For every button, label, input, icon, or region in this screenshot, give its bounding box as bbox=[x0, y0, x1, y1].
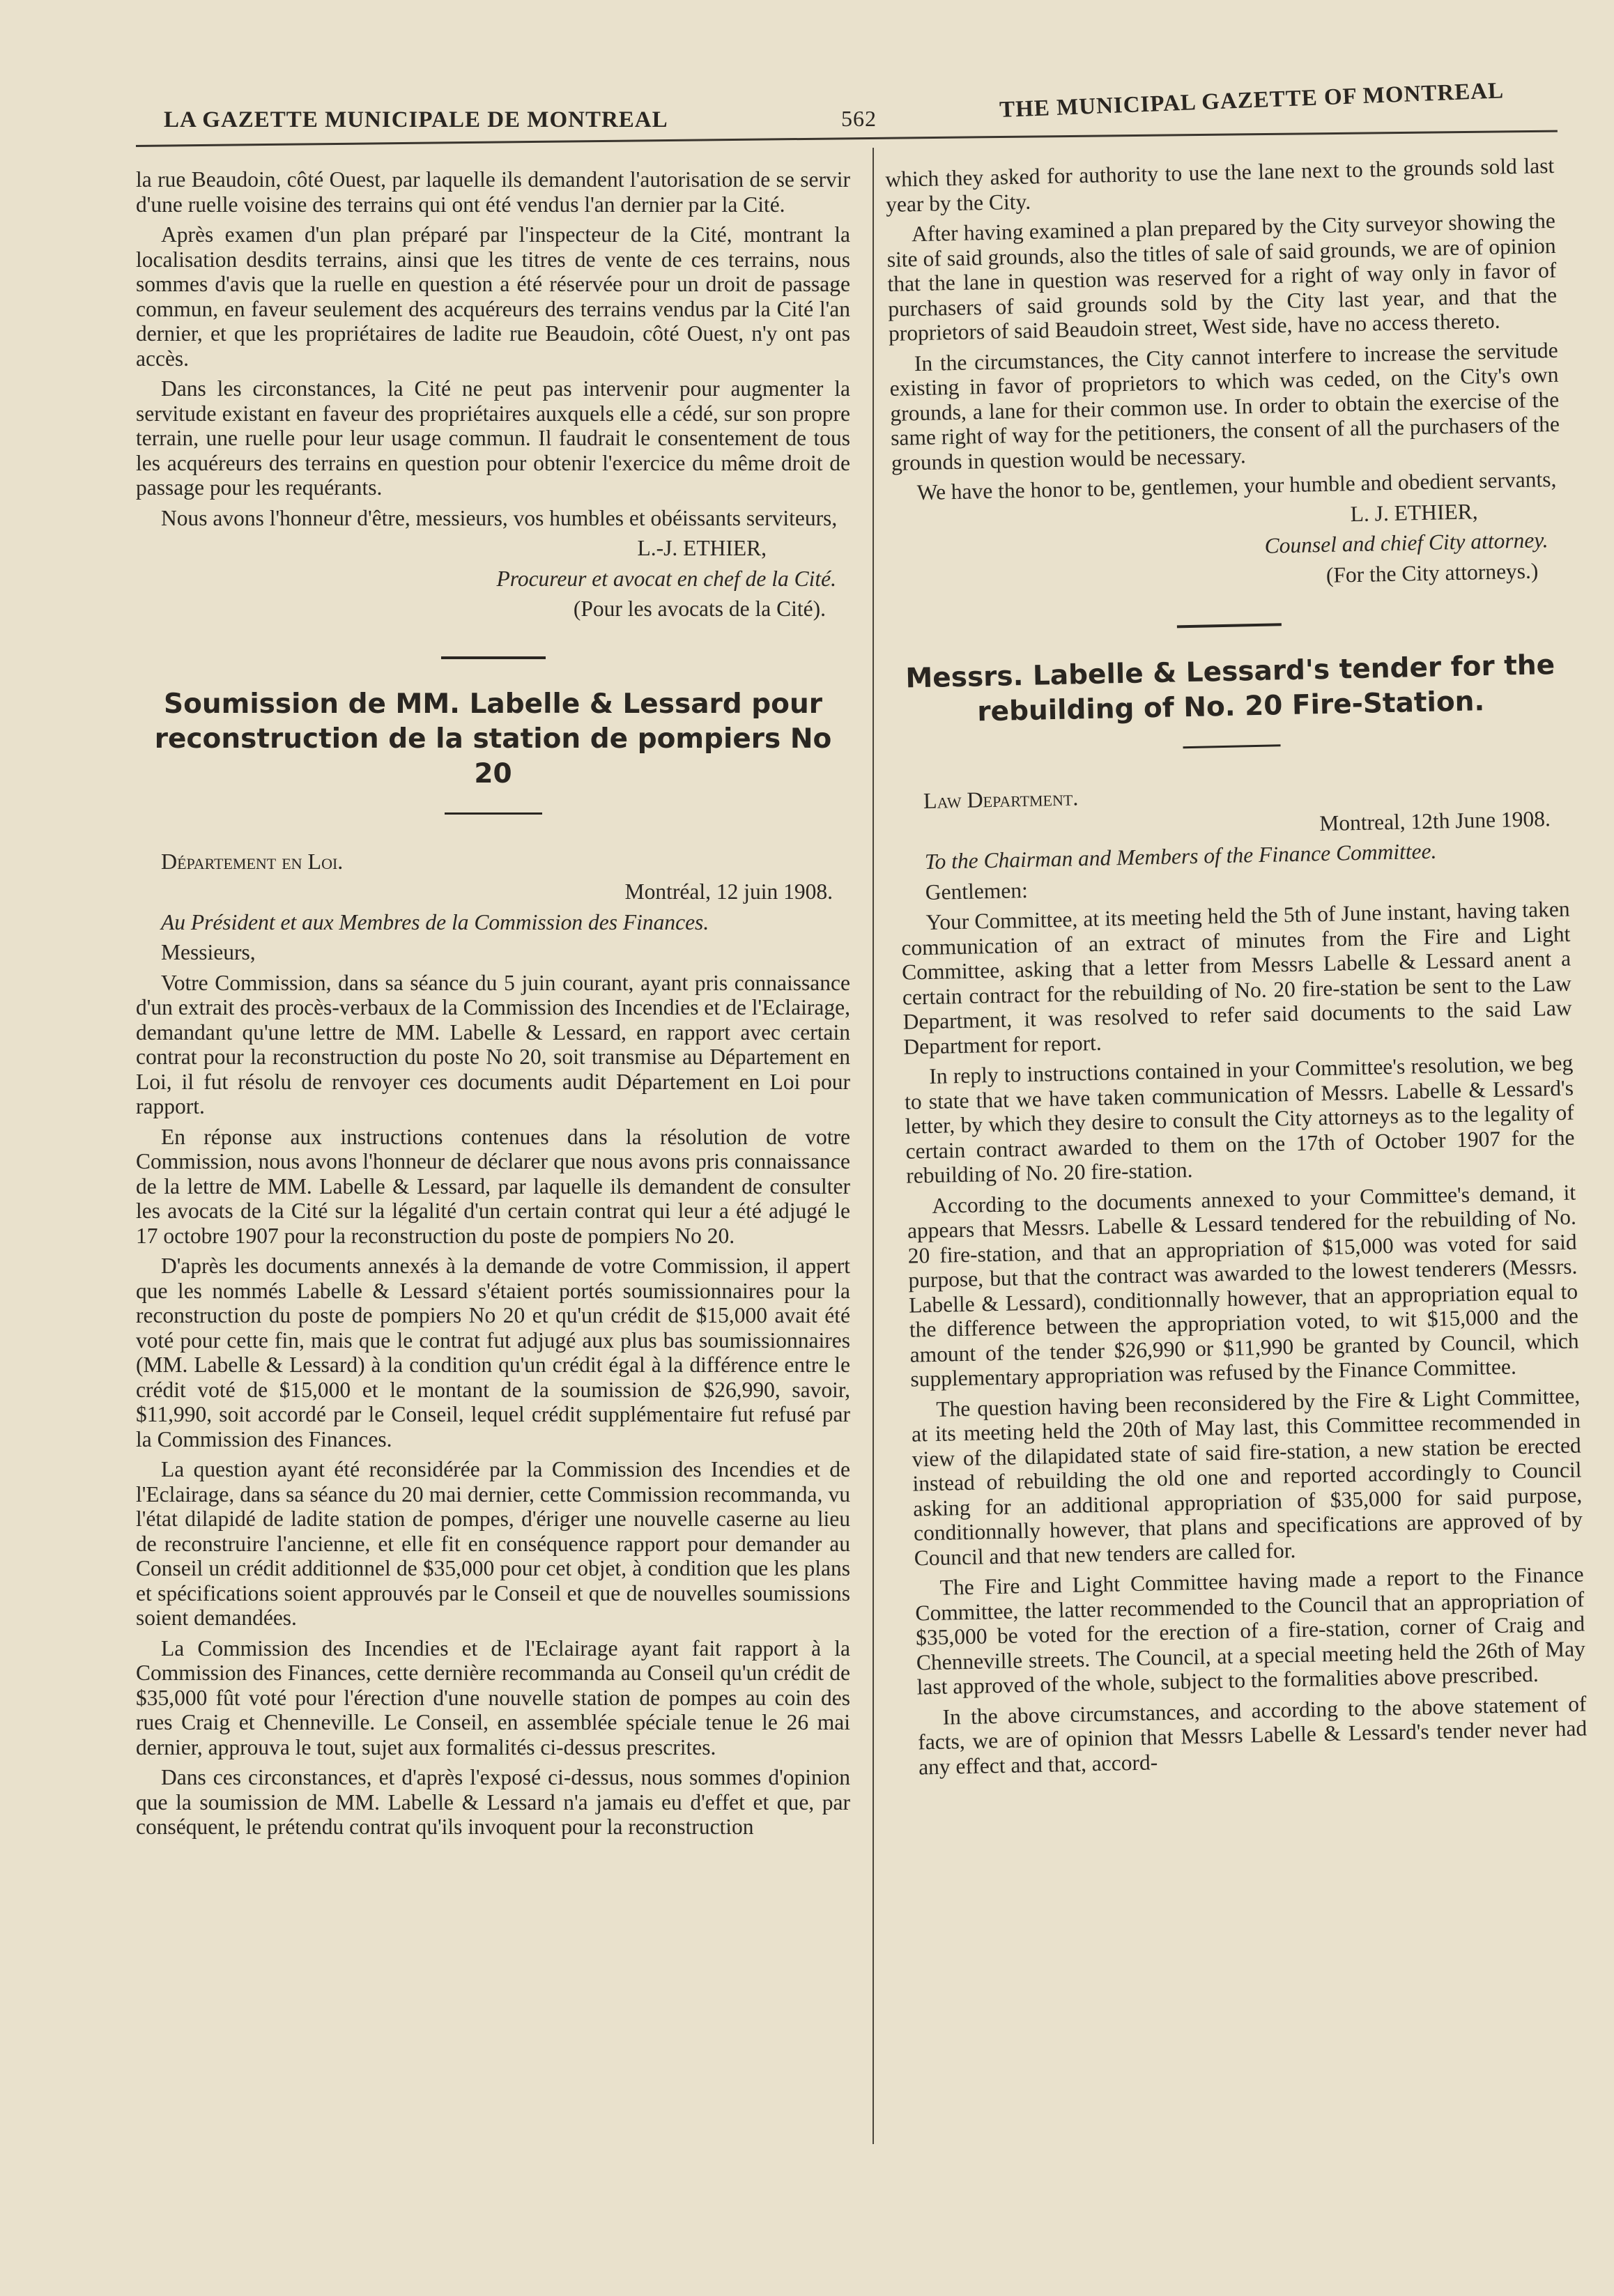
paragraph: Votre Commission, dans sa séance du 5 juin courant, ayant pris connaissance d'un extrait des procès-verbaux de la Commission des Incendies et de l'Eclairage, demandant qu'une lettre de MM. Labelle & Lessard, en rapport avec certain contrat pour la reconstruction du poste No 20, soit transmise au Département en Loi, il fut résolu de renvoyer ces documents audit Département en Loi pour rapport. bbox=[136, 970, 850, 1118]
section-heading: Messrs. Labelle & Lessard's tender for the rebuilding of No. 20 Fire-Station. bbox=[905, 649, 1555, 728]
section-rule bbox=[441, 656, 546, 659]
department-label: Law Department. bbox=[923, 785, 1079, 814]
page-number: 562 bbox=[841, 106, 877, 131]
paragraph: Dans ces circonstances, et d'après l'exposé ci-dessus, nous sommes d'opinion que la soumission de MM. Labelle & Lessard n'a jamais eu d'effet et que, par conséquent, le prétendu contrat qu'ils invoquent pour la reconstruction bbox=[136, 1765, 850, 1839]
dateline: Montréal, 12 juin 1908. bbox=[624, 879, 833, 904]
paragraph: After having examined a plan prepared by the City surveyor showing the site of said grounds, also the titles of sale of said grounds, we are of opinion that the lane in question was reserved for a right of way only in favor of purchasers of said grounds sold by the City last year, and that the proprietors of said Beaudoin street, West side, have no access thereto. bbox=[886, 208, 1558, 346]
column-divider bbox=[873, 148, 874, 2144]
paragraph: We have the honor to be, gentlemen, your humble and obedient servants, bbox=[916, 466, 1557, 505]
addressee: To the Chairman and Members of the Finance Committee. bbox=[924, 838, 1437, 875]
department-label: Département en Loi. bbox=[161, 848, 344, 874]
paragraph: In reply to instructions contained in your Committee's resolution, we beg to state that we have taken communication of Messrs. Labelle & Lessard's letter, by which they desire to consult the City attorneys as to the legality of certain contract awarded to them on the 17th of October 1907 for the rebuilding of No. 20 fire-station. bbox=[904, 1050, 1575, 1188]
paragraph: La question ayant été reconsidérée par la Commission des Incendies et de l'Eclairage, dans sa séance du 20 mai dernier, cette Commission recommanda, vu l'état dilapidé de ladite station de pompes, d'ériger une nouvelle caserne au lieu de reconstruire l'ancienne, et elle fit en conséquence rapport pour demander au Conseil un crédit additionnel de $35,000 pour cet objet, à condition que les plans et spécifications soient approuvés par le Conseil et que de nouvelles soumissions soient demandées. bbox=[136, 1457, 850, 1630]
paragraph: The Fire and Light Committee having made a report to the Finance Committee, the latter recommended to the Council that an appropriation of $35,000 be voted for the erection of a fire-station, corner of Craig and Chenneville streets. The Council, at a special meeting held the 26th of May last approved of the whole, subject to the formalities above prescribed. bbox=[915, 1562, 1586, 1700]
signature-note: (Pour les avocats de la Cité). bbox=[573, 596, 826, 621]
salutation: Messieurs, bbox=[161, 940, 256, 964]
signature-title: Procureur et avocat en chef de la Cité. bbox=[496, 566, 836, 591]
paragraph: In the circumstances, the City cannot interfere to increase the servitude existing in favor of proprietors to which was ceded, on the City's own grounds, a lane for their common use. In order to obtain the exercise of the same right of way for the petitioners, the consent of all the purchasers of the grounds in question would be necessary. bbox=[889, 337, 1560, 475]
header-french-title: LA GAZETTE MUNICIPALE DE MONTREAL bbox=[164, 107, 668, 132]
heading-rule bbox=[1183, 744, 1281, 748]
paragraph: D'après les documents annexés à la demande de votre Commission, il appert que les nommés Labelle & Lessard s'étaient portés soumissionnaires pour la reconstruction du poste de pompiers No 20 et qu'un crédit de $15,000 avait été voté pour cette fin, mais que le contrat fut adjugé aux plus bas soumissionnaires (MM. Labelle & Lessard) à la condition qu'un crédit égal à la différence entre le crédit voté de $15,000 et le montant de la soumission de $26,990, savoir, $11,990, soit accordé par le Conseil, lequel crédit supplémentaire fut refusé par la Commission des Finances. bbox=[136, 1254, 850, 1451]
section-heading: Soumission de MM. Labelle & Lessard pour reconstruction de la station de pompiers No 20 bbox=[154, 688, 832, 789]
paragraph: En réponse aux instructions contenues dans la résolution de votre Commission, nous avons l'honneur de déclarer que nous avons pris connaissance de la lettre de MM. Labelle & Lessard, par laquelle ils demandent de consulter les avocats de la Cité sur la légalité d'un certain contrat qui leur a été adjugé le 17 octobre 1907 pour la reconstruction du poste de pompiers No 20. bbox=[136, 1124, 850, 1248]
paragraph: la rue Beaudoin, côté Ouest, par laquelle ils demandent l'autorisation de se servir d'une ruelle voisine des terrains qui ont été vendus l'an dernier par la Cité. bbox=[136, 167, 850, 217]
heading-rule bbox=[445, 812, 542, 815]
signature-note: (For the City attorneys.) bbox=[1325, 558, 1539, 587]
paragraph: Dans les circonstances, la Cité ne peut pas intervenir pour augmenter la servitude existant en faveur des propriétaires auxquels elle a cédé, sur son propre terrain, une ruelle pour leur usage commun. Il faudrait le consentement de tous les acquéreurs des terrains en question pour obtenir l'exercice du même droit de passage pour les requérants. bbox=[136, 376, 850, 500]
paragraph: Nous avons l'honneur d'être, messieurs, vos humbles et obéissants serviteurs, bbox=[161, 505, 838, 530]
paragraph: La Commission des Incendies et de l'Eclairage ayant fait rapport à la Commission des Finances, cette dernière recommanda au Conseil qu'un crédit de $35,000 fût voté pour l'érection d'une nouvelle station de pompes au coin des rues Craig et Chenneville. Le Conseil, en assemblée spéciale tenue le 26 mai dernier, approuva le tout, sujet aux formalités ci-dessus prescrites. bbox=[136, 1635, 850, 1759]
addressee: Au Président et aux Membres de la Commission des Finances. bbox=[161, 909, 709, 934]
signature-name: L.-J. ETHIER, bbox=[637, 536, 767, 560]
paragraph: which they asked for authority to use the lane next to the grounds sold last year by the City. bbox=[885, 153, 1555, 217]
french-column bbox=[136, 167, 850, 1845]
signature-name: L. J. ETHIER, bbox=[1350, 498, 1478, 526]
english-column bbox=[885, 153, 1588, 1785]
header-english-title: THE MUNICIPAL GAZETTE OF MONTREAL bbox=[999, 78, 1505, 123]
signature-title: Counsel and chief City attorney. bbox=[1264, 527, 1548, 558]
section-rule bbox=[1177, 623, 1282, 628]
paragraph: Après examen d'un plan préparé par l'inspecteur de la Cité, montrant la localisation desdits terrains, ainsi que les titres de vente de ces terrains, nous sommes d'avis que la ruelle en question a été réservée pour un droit de passage commun, en faveur seulement des acquéreurs des terrains vendus par la Cité l'an dernier, et que les propriétaires de ladite rue Beaudoin, côté Ouest, n'y ont pas accès. bbox=[136, 222, 850, 371]
dateline: Montreal, 12th June 1908. bbox=[1319, 806, 1551, 835]
paragraph: In the above circumstances, and according to the above statement of facts, we are of opinion that Messrs Labelle & Lessard's tender never had any effect and that, accord- bbox=[917, 1690, 1588, 1779]
paragraph: The question having been reconsidered by the Fire & Light Committee, at its meeting held the 20th of May last, this Committee recommended in view of the dilapidated state of said fire-station, a new station be erected instead of rebuilding the old one and reported accordingly to Council asking for an additional appropriation of $35,000 for said purpose, conditionnally however, that plans and specifications are approved of by Council and that new tenders are called for. bbox=[911, 1383, 1583, 1571]
paragraph: According to the documents annexed to your Committee's demand, it appears that Messrs. Labelle & Lessard tendered for the rebuilding of No. 20 fire-station, and that an appropriation of $15,000 was voted for said purpose, but that the contract was awarded to the lowest tenderers (Messrs. Labelle & Lessard), conditionnally however, that an appropriation equal to the difference between the appropriation voted, to wit $15,000 and the amount of the tender $26,990 or $11,990 be granted by Council, which supplementary appropriation was refused by the Finance Committee. bbox=[907, 1180, 1579, 1392]
paragraph: Your Committee, at its meeting held the 5th of June instant, having taken communication of an extract of minutes from the Fire and Light Committee, asking that a letter from Messrs Labelle & Lessard anent a certain contract for the rebuilding of No. 20 fire-station be sent to the Law Department, it was resolved to refer said documents to the said Law Department for report. bbox=[901, 896, 1572, 1059]
salutation: Gentlemen: bbox=[925, 877, 1029, 904]
